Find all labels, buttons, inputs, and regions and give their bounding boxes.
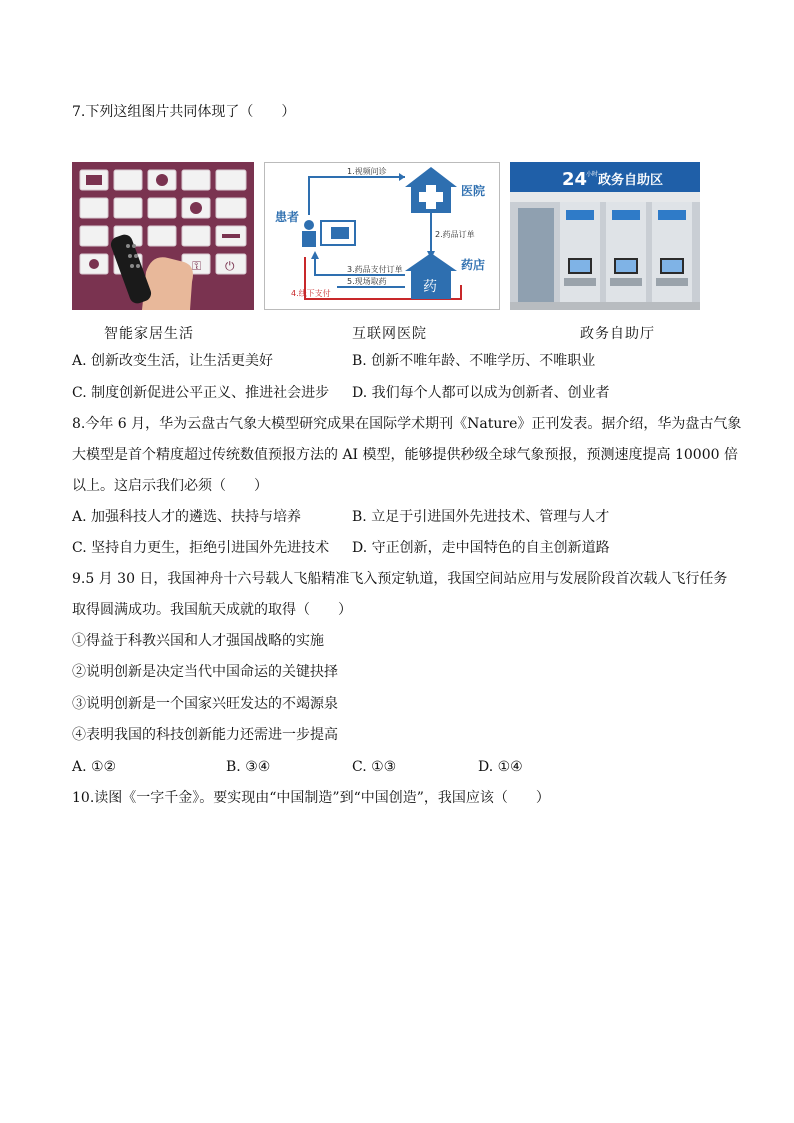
q9-stem-line2: 取得圆满成功。我国航天成就的取得（ ） — [72, 602, 352, 618]
pharmacy-label: 药店 — [461, 258, 486, 272]
drug-char-label: 药 — [423, 279, 437, 295]
q9-stem-line1: 9.5 月 30 日，我国神舟十六号载人飞船精准飞入预定轨道，我国空间站应用与发展阶段首次载人飞行任务 — [72, 571, 728, 587]
q7-option-a[interactable]: A. 创新改变生活，让生活更美好 — [72, 353, 274, 369]
q8-option-c[interactable]: C. 坚持自力更生，拒绝引进国外先进技术 — [72, 540, 330, 556]
q8-stem-line3: 以上。这启示我们必须（ ） — [72, 478, 268, 494]
svg-text:⚿: ⚿ — [192, 259, 202, 273]
q9-option-c[interactable]: C. ①③ — [352, 759, 397, 775]
q7-option-b[interactable]: B. 创新不唯年龄、不唯学历、不唯职业 — [352, 353, 596, 369]
q7-option-d[interactable]: D. 我们每个人都可以成为创新者、创业者 — [352, 385, 610, 401]
q9-item-2: ②说明创新是决定当代中国命运的关键抉择 — [72, 664, 338, 680]
step5-label: 5.现场取药 — [347, 277, 387, 286]
q9-item-4: ④表明我国的科技创新能力还需进一步提高 — [72, 727, 338, 743]
smart-home-caption: 智能家居生活 — [104, 326, 194, 342]
patient-label: 患者 — [275, 210, 300, 224]
q7-option-c[interactable]: C. 制度创新促进公平正义、推进社会进步 — [72, 385, 330, 401]
q9-option-d[interactable]: D. ①④ — [478, 759, 523, 775]
hall-sign-number: 24 — [562, 169, 588, 190]
internet-hospital-caption: 互联网医院 — [352, 326, 427, 342]
q9-option-a[interactable]: A. ①② — [72, 759, 117, 775]
q8-stem-line2: 大模型是首个精度超过传统数值预报方法的 AI 模型，能够提供秒级全球气象预报，预测速度提高 10000 倍 — [72, 447, 738, 463]
hall-sign-small: 小时 — [586, 171, 599, 178]
step3-label: 3.药品支付订单 — [347, 265, 403, 274]
q10-stem: 10.读图《一字千金》。要实现由“中国制造”到“中国创造”，我国应该（ ） — [72, 790, 550, 806]
self-service-hall-image — [510, 162, 700, 310]
q8-stem-line1: 8.今年 6 月，华为云盘古气象大模型研究成果在国际学术期刊《Nature》正刊发表。据介绍，华为盘古气象 — [72, 416, 742, 432]
q9-item-3: ③说明创新是一个国家兴旺发达的不竭源泉 — [72, 696, 338, 712]
self-service-hall-caption: 政务自助厅 — [580, 326, 655, 342]
q8-option-a[interactable]: A. 加强科技人才的遴选、扶持与培养 — [72, 509, 302, 525]
hospital-label: 医院 — [461, 184, 486, 198]
q8-option-b[interactable]: B. 立足于引进国外先进技术、管理与人才 — [352, 509, 610, 525]
q7-stem: 7.下列这组图片共同体现了（ ） — [72, 104, 296, 120]
q9-option-b[interactable]: B. ③④ — [226, 759, 271, 775]
step4-label: 4.线下支付 — [291, 289, 331, 298]
step1-label: 1.视频问诊 — [347, 167, 387, 176]
q9-item-1: ①得益于科教兴国和人才强国战略的实施 — [72, 633, 324, 649]
q8-option-d[interactable]: D. 守正创新，走中国特色的自主创新道路 — [352, 540, 610, 556]
step2-label: 2.药品订单 — [435, 230, 475, 239]
hall-sign-text: 政务自助区 — [598, 173, 664, 188]
svg-text:⏻: ⏻ — [225, 259, 235, 273]
smart-home-image — [72, 162, 254, 310]
internet-hospital-diagram — [264, 162, 500, 310]
